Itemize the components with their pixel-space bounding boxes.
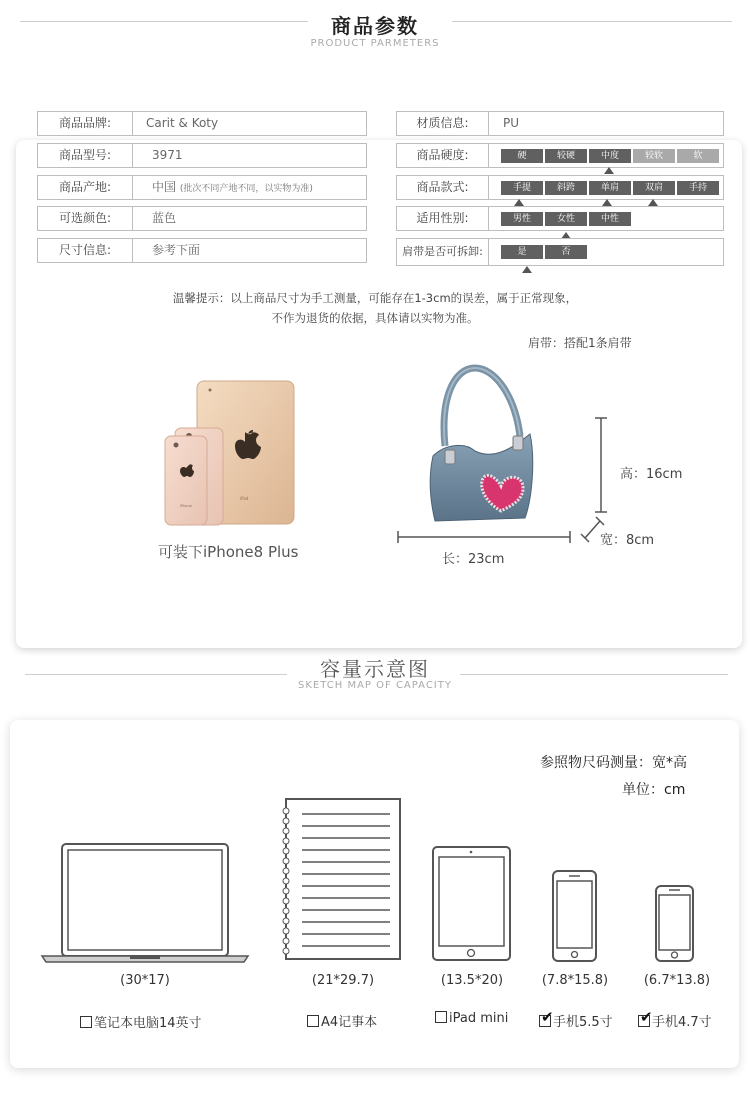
section-subtitle: SKETCH MAP OF CAPACITY: [298, 680, 452, 691]
param-label: 商品品牌:: [38, 112, 133, 135]
header-divider-left: [25, 674, 287, 675]
checkbox-icon: [435, 1011, 447, 1023]
chip-handheld: 手提: [501, 181, 543, 195]
notice-line-2: 不作为退货的依据，具体请以实物为准。: [271, 311, 479, 325]
chip-backpack: 双肩: [633, 181, 675, 195]
param-row-origin: [37, 175, 367, 200]
unit-note: 单位：cm: [622, 782, 686, 798]
chip-soft: 软: [677, 149, 719, 163]
param-row-hardness: [396, 143, 724, 168]
chip-fairly-soft: 较软: [633, 149, 675, 163]
notebook-dims: (21*29.7): [311, 973, 375, 988]
param-label: 商品款式:: [397, 176, 489, 199]
checkbox-icon: [307, 1015, 319, 1027]
item-label: 手机4.7寸: [652, 1015, 712, 1030]
item-notebook: [307, 1011, 377, 1030]
param-row-style: [396, 175, 724, 200]
item-label: 笔记本电脑14英寸: [94, 1016, 202, 1031]
chip-unisex: 中性: [589, 212, 631, 226]
bag-length: 长：23cm: [442, 552, 505, 567]
checkbox-checked-icon: ✔: [541, 1008, 554, 1026]
chip-medium: 中度: [589, 149, 631, 163]
bag-illustration: [395, 356, 685, 556]
laptop-icon: [40, 840, 250, 965]
checkbox-checked-icon: ✔: [640, 1008, 653, 1026]
chip-male: 男性: [501, 212, 543, 226]
reference-measure-note: 参照物尺码测量：宽*高: [540, 755, 687, 771]
param-value: Carit & Koty: [146, 116, 219, 130]
tablet-dims: (13.5*20): [440, 973, 504, 988]
param-label: 材质信息:: [397, 112, 489, 135]
svg-text:iPad: iPad: [240, 496, 249, 501]
chip-shoulder: 单肩: [589, 181, 631, 195]
section-title: 商品参数: [331, 14, 419, 38]
param-row-material: [396, 111, 724, 136]
param-value: [142, 176, 313, 199]
param-value: PU: [503, 116, 520, 130]
bag-width: 宽：8cm: [600, 533, 655, 548]
phone-small-icon: [654, 884, 696, 964]
param-value: 3971: [152, 148, 183, 162]
phone-large-dims: (7.8*15.8): [541, 973, 609, 988]
param-label: 适用性别:: [397, 207, 489, 230]
section-subtitle: PRODUCT PARMETERS: [310, 38, 440, 49]
chip-hard: 硬: [501, 149, 543, 163]
chip-crossbody: 斜跨: [545, 181, 587, 195]
selected-marker-icon: [522, 266, 532, 273]
chip-clutch: 手持: [677, 181, 719, 195]
chip-female: 女性: [545, 212, 587, 226]
bag-height: 高：16cm: [620, 467, 683, 482]
checkbox-icon: [80, 1016, 92, 1028]
param-value: 蓝色: [152, 211, 177, 225]
item-label: 手机5.5寸: [553, 1015, 613, 1030]
selected-marker-icon: [604, 167, 614, 174]
param-row-gender: [396, 206, 724, 231]
param-row-color: [37, 206, 367, 231]
param-value: 参考下面: [152, 243, 201, 257]
header-divider-right: [460, 674, 728, 675]
chip-no: 否: [545, 245, 587, 259]
svg-text:iPhone: iPhone: [180, 504, 192, 508]
device-illustration: [160, 376, 300, 531]
notice-line-1: 温馨提示：以上商品尺寸为手工测量，可能存在1-3cm的误差，属于正常现象，: [172, 291, 578, 305]
param-row-model: [37, 143, 367, 168]
origin-value: 中国: [152, 180, 177, 194]
header-divider-left: [20, 21, 308, 22]
param-label: 商品硬度:: [397, 144, 489, 167]
selected-marker-icon: [602, 199, 612, 206]
section-title: 容量示意图: [320, 657, 430, 681]
item-ipad: [435, 1011, 508, 1026]
chip-yes: 是: [501, 245, 543, 259]
phone-small-dims: (6.7*13.8): [643, 973, 711, 988]
selected-marker-icon: [648, 199, 658, 206]
selected-marker-icon: [514, 199, 524, 206]
tablet-icon: [431, 845, 513, 963]
param-row-size: [37, 238, 367, 263]
param-label: 商品产地:: [38, 176, 133, 199]
param-label: 肩带是否可拆卸:: [397, 239, 489, 265]
param-row-strap: [396, 238, 724, 266]
item-phone-55: [539, 1008, 613, 1030]
origin-note: (批次不同产地不同，以实物为准): [179, 184, 313, 194]
param-label: 尺寸信息:: [38, 239, 133, 262]
laptop-dims: (30*17): [120, 973, 170, 988]
notebook-icon: [280, 797, 405, 962]
strap-note: 肩带：搭配1条肩带: [528, 336, 632, 350]
chip-fairly-hard: 较硬: [545, 149, 587, 163]
item-laptop: [80, 1012, 202, 1031]
phone-large-icon: [551, 869, 599, 964]
fits-device-label: 可装下iPhone8 Plus: [158, 543, 299, 561]
item-label: iPad mini: [449, 1011, 509, 1026]
param-row-brand: [37, 111, 367, 136]
item-phone-47: [638, 1008, 712, 1030]
item-label: A4记事本: [321, 1015, 378, 1030]
param-label: 商品型号:: [38, 144, 133, 167]
param-label: 可选颜色:: [38, 207, 133, 230]
header-divider-right: [452, 21, 732, 22]
